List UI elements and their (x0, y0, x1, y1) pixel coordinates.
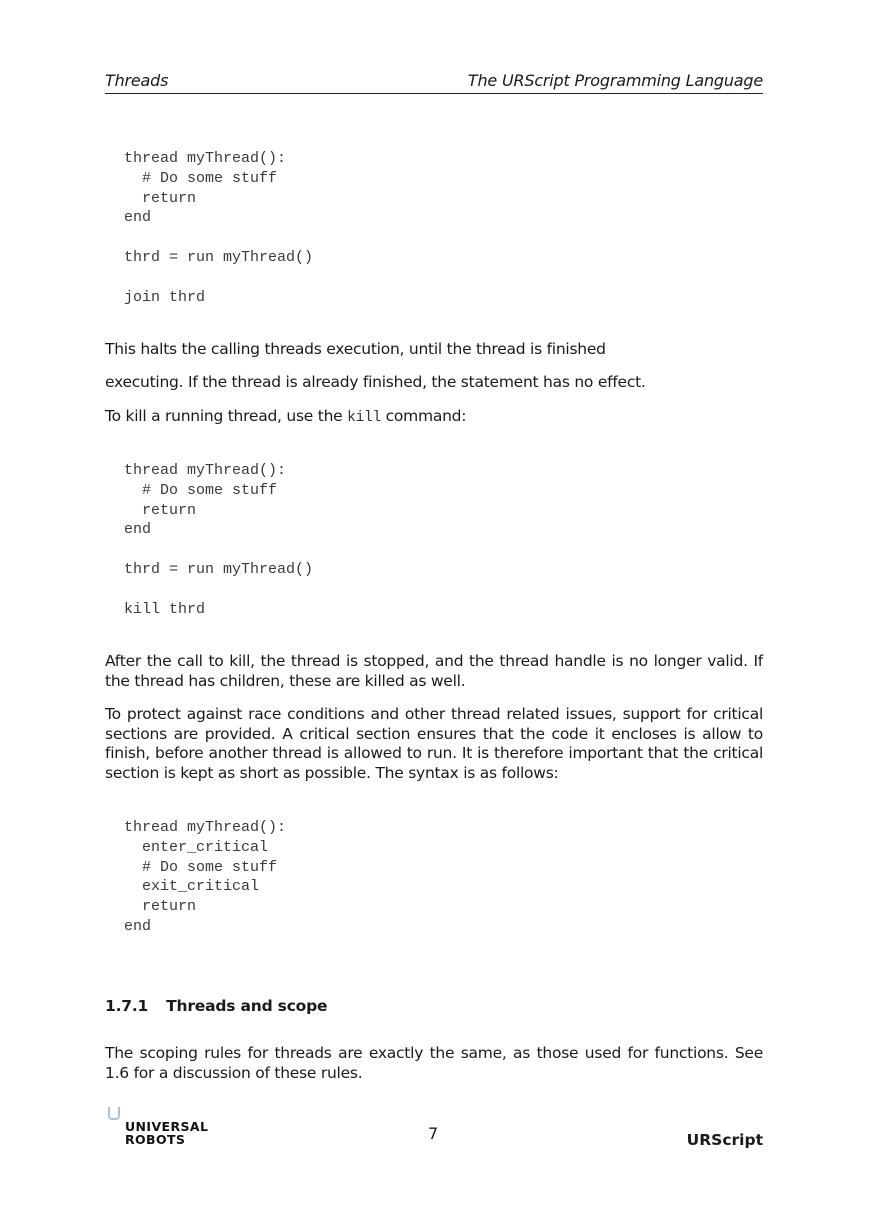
header-document-title: The URScript Programming Language (467, 71, 763, 90)
code-block-critical: thread myThread(): enter_critical # Do some stuff exit_critical return end (124, 819, 287, 935)
paragraph-critical-sections: To protect against race conditions and other thread related issues, support for critical sections are provided. A critical section ensures that the code it encloses is allow to finish, before another thread is allowed to run. It is therefore important that the critical section is kept as short as possible. The syntax is as follows: (105, 705, 763, 782)
kill-intro-text: To kill a running thread, use the (105, 407, 348, 425)
paragraph-kill-intro (105, 407, 763, 429)
header-chapter: Threads (105, 71, 169, 90)
section-number: 1.7.1 (105, 997, 149, 1015)
logo-line-2: ROBOTS (125, 1132, 186, 1147)
paragraph-scope: The scoping rules for threads are exactly the same, as those used for functions. See 1.6 for a discussion of these rules. (105, 1044, 763, 1082)
footer-product-name: URScript (686, 1131, 763, 1149)
kill-intro-text-end: command: (380, 407, 467, 425)
code-block-kill: thread myThread(): # Do some stuff return end thrd = run myThread() kill thrd (124, 462, 314, 618)
section-heading (105, 997, 327, 1015)
paragraph-halts-line-2: executing. If the thread is already finished, the statement has no effect. (105, 373, 646, 391)
logo-line-1: UNIVERSAL (125, 1119, 209, 1134)
section-title: Threads and scope (166, 997, 328, 1015)
page-number: 7 (428, 1124, 439, 1143)
page-header (105, 71, 763, 94)
paragraph-after-kill: After the call to kill, the thread is stopped, and the thread handle is no longer valid. If the thread has children, these are killed as well. (105, 652, 763, 690)
code-block-join: thread myThread(): # Do some stuff return end thrd = run myThread() join thrd (124, 150, 314, 306)
inline-code-kill: kill (347, 410, 381, 426)
universal-robots-logo (106, 1107, 209, 1147)
ur-logo-icon (108, 1107, 120, 1120)
paragraph-halts-line-1: This halts the calling threads execution, until the thread is finished (105, 340, 606, 358)
